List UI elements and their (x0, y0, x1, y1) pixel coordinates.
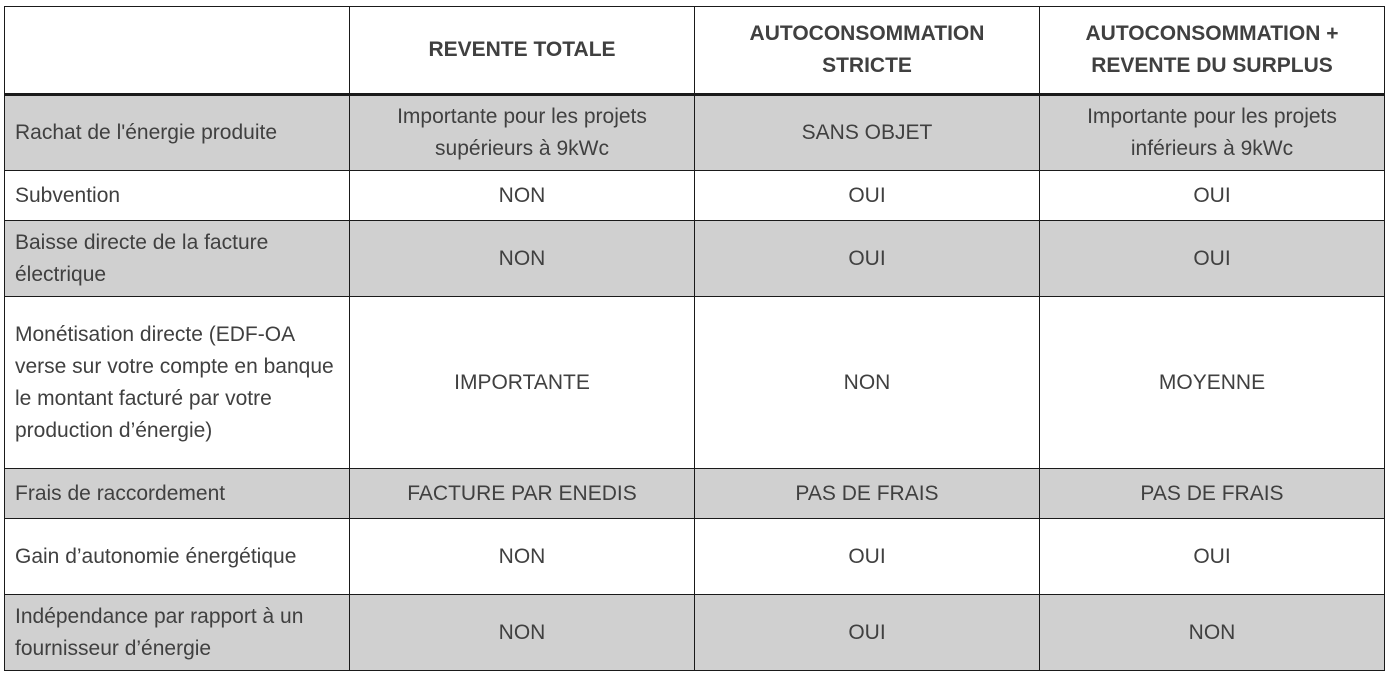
table-row (5, 95, 1385, 171)
table-row (5, 221, 1385, 297)
header-revente-totale: REVENTE TOTALE (350, 7, 695, 95)
row-label: Rachat de l'énergie produite (5, 95, 350, 171)
row-label: Subvention (5, 171, 350, 221)
cell-value: OUI (695, 519, 1040, 595)
comparison-table (4, 6, 1385, 671)
header-empty-cell (5, 7, 350, 95)
cell-value: NON (695, 297, 1040, 469)
cell-value: NON (350, 221, 695, 297)
header-autoconsommation-stricte: AUTOCONSOMMATION STRICTE (695, 7, 1040, 95)
cell-value: OUI (695, 221, 1040, 297)
cell-value: FACTURE PAR ENEDIS (350, 469, 695, 519)
header-autoconsommation-surplus: AUTOCONSOMMATION + REVENTE DU SURPLUS (1040, 7, 1385, 95)
table-row (5, 519, 1385, 595)
row-label: Indépendance par rapport à un fournisseur d’énergie (5, 595, 350, 671)
cell-value: OUI (1040, 171, 1385, 221)
row-label: Baisse directe de la facture électrique (5, 221, 350, 297)
table-row (5, 297, 1385, 469)
row-label: Monétisation directe (EDF-OA verse sur votre compte en banque le montant facturé par votre production d’énergie) (5, 297, 350, 469)
cell-value: Importante pour les projets inférieurs à 9kWc (1040, 95, 1385, 171)
header-row (5, 7, 1385, 95)
cell-value: NON (1040, 595, 1385, 671)
cell-value: NON (350, 171, 695, 221)
row-label: Frais de raccordement (5, 469, 350, 519)
cell-value: OUI (695, 595, 1040, 671)
table-row (5, 595, 1385, 671)
row-label: Gain d’autonomie énergétique (5, 519, 350, 595)
cell-value: Importante pour les projets supérieurs à 9kWc (350, 95, 695, 171)
cell-value: OUI (1040, 519, 1385, 595)
table-row (5, 469, 1385, 519)
cell-value: PAS DE FRAIS (695, 469, 1040, 519)
cell-value: SANS OBJET (695, 95, 1040, 171)
cell-value: PAS DE FRAIS (1040, 469, 1385, 519)
cell-value: OUI (1040, 221, 1385, 297)
table-row (5, 171, 1385, 221)
cell-value: NON (350, 519, 695, 595)
cell-value: NON (350, 595, 695, 671)
cell-value: MOYENNE (1040, 297, 1385, 469)
cell-value: OUI (695, 171, 1040, 221)
cell-value: IMPORTANTE (350, 297, 695, 469)
